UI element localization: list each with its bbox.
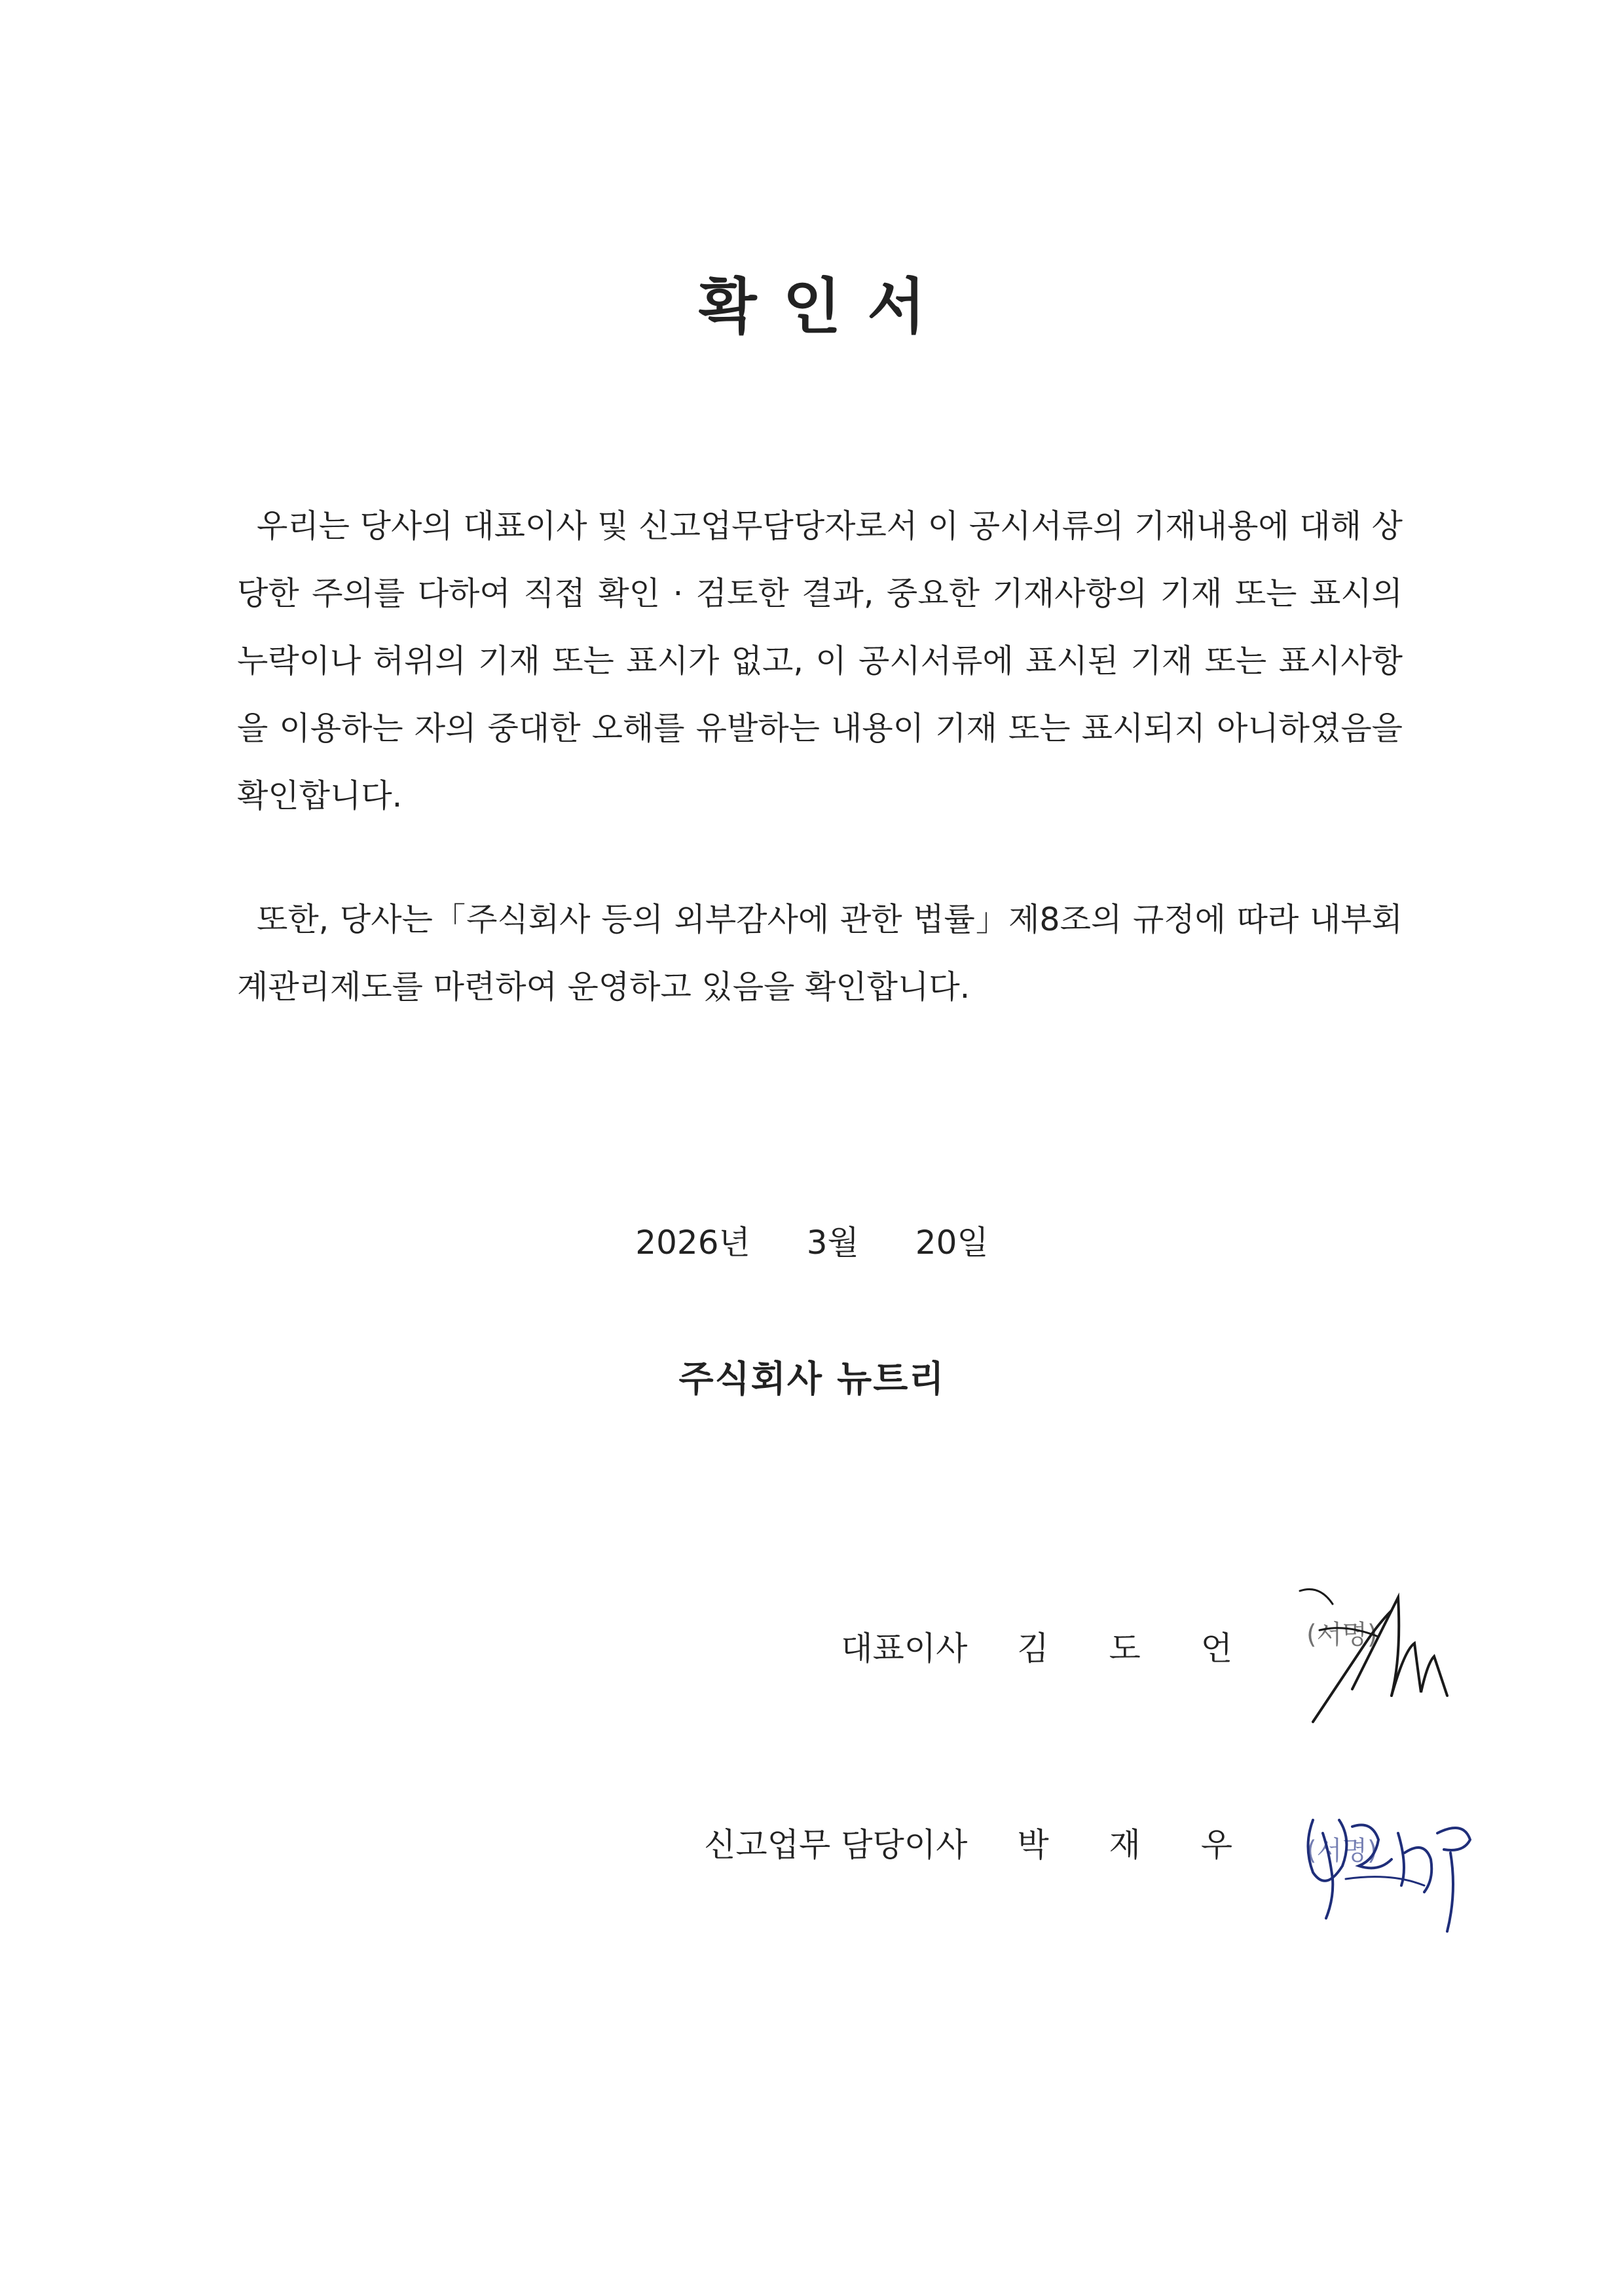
signatory-name: 김 도 언 (1017, 1630, 1257, 1667)
internal-control-paragraph: 또한, 당사는「주식회사 등의 외부감사에 관한 법률」제8조의 규정에 따라 내부회계관리제도를 마련하여 운영하고 있음을 확인합니다. (237, 901, 1403, 1006)
document-title: 확인서 (698, 272, 952, 342)
signature-placeholder-text: (서명) (1306, 1620, 1378, 1650)
signatory-role: 대표이사 (841, 1630, 968, 1667)
company-name: 주식회사 뉴트리 (678, 1358, 946, 1400)
date-month: 3월 (806, 1224, 859, 1262)
signature-placeholder-text: (서명) (1306, 1836, 1378, 1866)
signatory-name: 박 재 우 (1017, 1826, 1257, 1864)
confirmation-paragraph: 우리는 당사의 대표이사 및 신고업무담당자로서 이 공시서류의 기재내용에 대해 상당한 주의를 다하여 직접 확인 · 검토한 결과, 중요한 기재사항의 기재 또는 표시의 누락이나 허위의 기재 또는 표시가 없고, 이 공시서류에 표시된 기재 또는 표시사항을 이용하는 자의 중대한 오해를 유발하는 내용이 기재 또는 표시되지 아니하였음을 확인합니다. (237, 507, 1403, 814)
date-day: 20일 (915, 1224, 989, 1262)
officer-signature (1293, 1794, 1483, 1958)
date-year: 2026년 (635, 1224, 750, 1262)
document-date (0, 1216, 1624, 1264)
signatory-disclosure-officer (704, 1819, 1257, 1866)
ceo-signature (1293, 1578, 1457, 1741)
signatory-role: 신고업무 담당이사 (704, 1826, 968, 1864)
signatory-ceo (841, 1622, 1257, 1669)
